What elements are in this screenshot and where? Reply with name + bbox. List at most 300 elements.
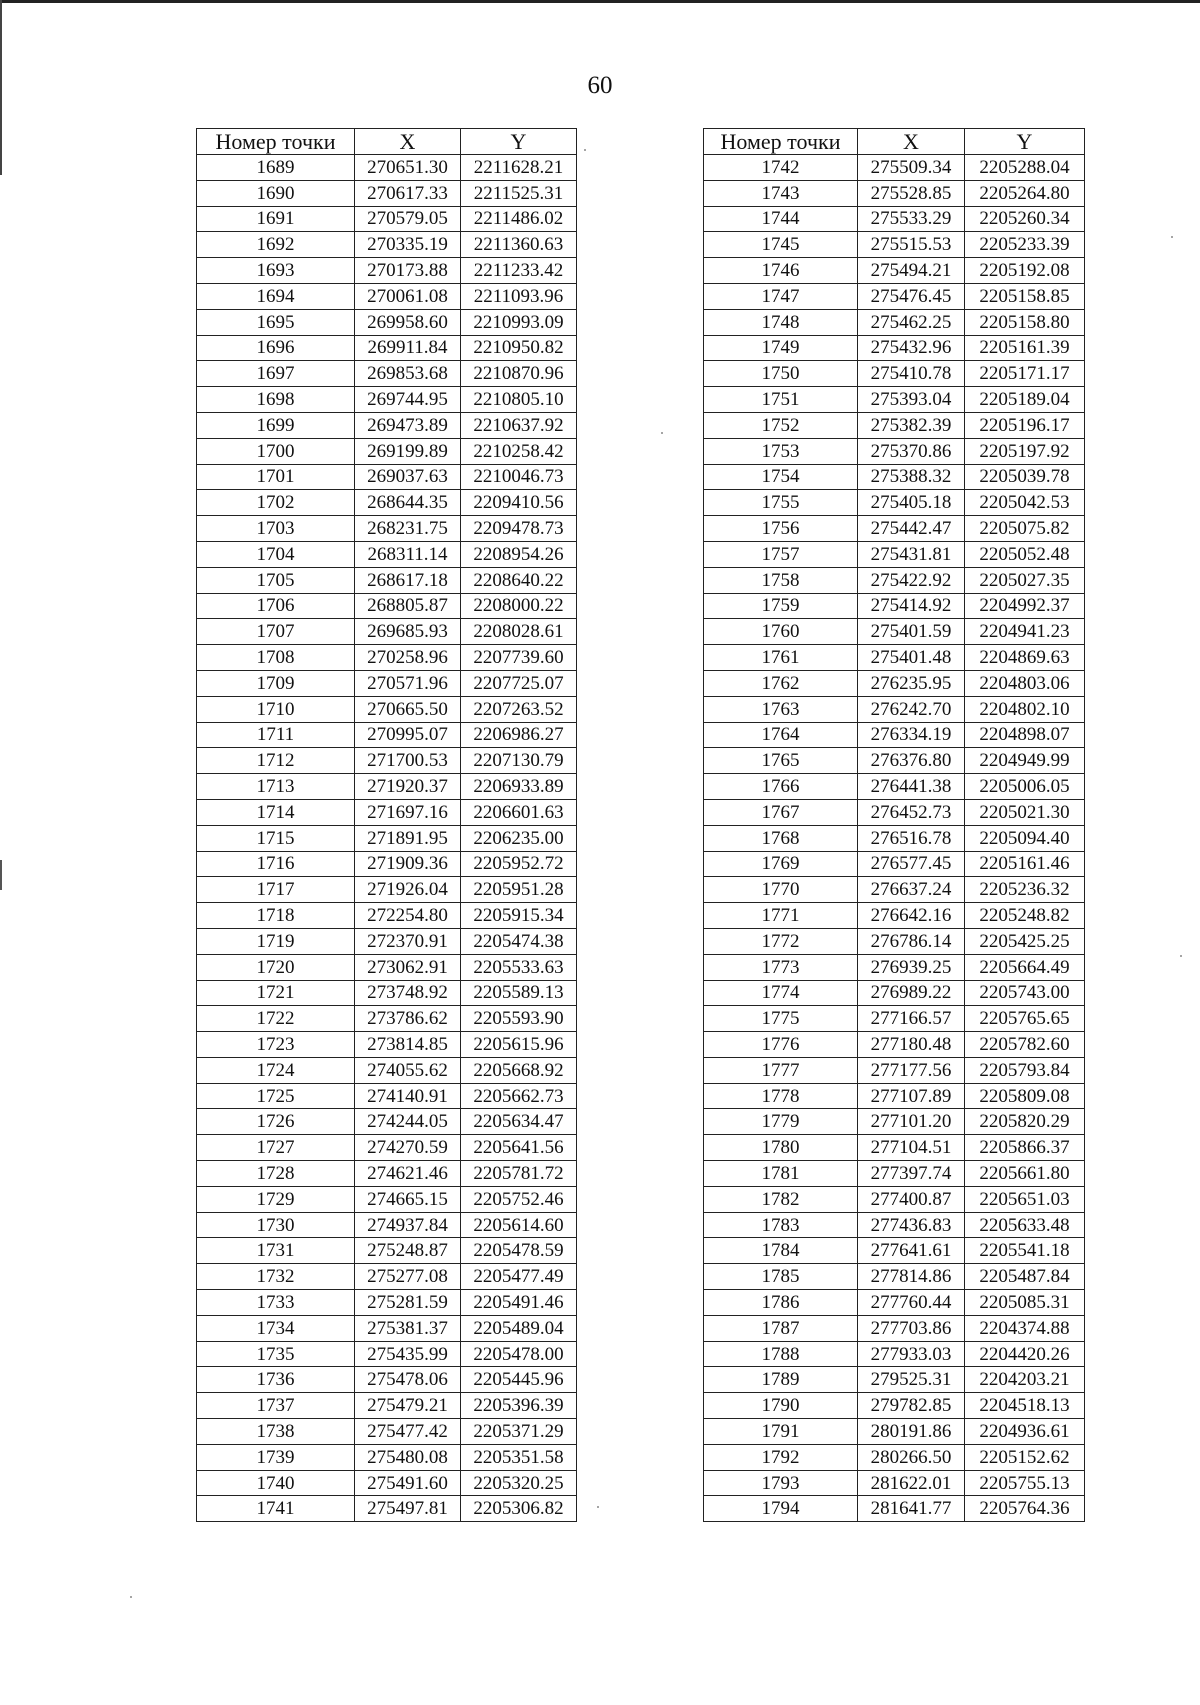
point-number-cell: 1753: [704, 438, 858, 464]
table-row: [197, 206, 577, 232]
table-row: [704, 516, 1085, 542]
y-coordinate-cell: 2205474.38: [461, 928, 577, 954]
y-coordinate-cell: 2205764.36: [965, 1496, 1085, 1522]
point-number-cell: 1756: [704, 516, 858, 542]
point-number-cell: 1740: [197, 1470, 355, 1496]
x-coordinate-cell: 275476.45: [858, 283, 965, 309]
y-coordinate-cell: 2207725.07: [461, 670, 577, 696]
y-coordinate-cell: 2205634.47: [461, 1109, 577, 1135]
y-coordinate-cell: 2205094.40: [965, 825, 1085, 851]
point-number-cell: 1776: [704, 1032, 858, 1058]
point-number-cell: 1783: [704, 1212, 858, 1238]
x-coordinate-cell: 275381.37: [355, 1315, 461, 1341]
x-coordinate-cell: 270335.19: [355, 232, 461, 258]
x-coordinate-cell: 275462.25: [858, 309, 965, 335]
point-number-cell: 1759: [704, 593, 858, 619]
x-coordinate-cell: 276637.24: [858, 877, 965, 903]
x-coordinate-cell: 275405.18: [858, 490, 965, 516]
x-coordinate-cell: 277166.57: [858, 1006, 965, 1032]
table-row: [197, 258, 577, 284]
point-number-cell: 1750: [704, 361, 858, 387]
y-coordinate-cell: 2205161.39: [965, 335, 1085, 361]
table-row: [704, 645, 1085, 671]
x-coordinate-cell: 269473.89: [355, 412, 461, 438]
table-row: [197, 670, 577, 696]
point-number-cell: 1770: [704, 877, 858, 903]
point-number-cell: 1717: [197, 877, 355, 903]
scan-speck: [130, 1596, 132, 1598]
y-coordinate-cell: 2204518.13: [965, 1393, 1085, 1419]
x-coordinate-cell: 271891.95: [355, 825, 461, 851]
y-coordinate-cell: 2205371.29: [461, 1419, 577, 1445]
y-coordinate-cell: 2205192.08: [965, 258, 1085, 284]
point-number-cell: 1712: [197, 748, 355, 774]
y-coordinate-cell: 2205489.04: [461, 1315, 577, 1341]
table-row: [704, 1290, 1085, 1316]
point-number-cell: 1716: [197, 851, 355, 877]
table-row: [197, 954, 577, 980]
y-coordinate-cell: 2204203.21: [965, 1367, 1085, 1393]
y-coordinate-cell: 2206986.27: [461, 722, 577, 748]
point-number-cell: 1692: [197, 232, 355, 258]
table-row: [197, 1186, 577, 1212]
y-coordinate-cell: 2205661.80: [965, 1161, 1085, 1187]
y-coordinate-cell: 2210870.96: [461, 361, 577, 387]
x-coordinate-cell: 275480.08: [355, 1444, 461, 1470]
point-number-cell: 1698: [197, 387, 355, 413]
table-row: [704, 903, 1085, 929]
point-number-cell: 1778: [704, 1083, 858, 1109]
x-coordinate-cell: 270617.33: [355, 180, 461, 206]
x-coordinate-cell: 276516.78: [858, 825, 965, 851]
point-number-cell: 1745: [704, 232, 858, 258]
table-row: [704, 1496, 1085, 1522]
column-header-point-number: Номер точки: [704, 129, 858, 155]
y-coordinate-cell: 2205662.73: [461, 1083, 577, 1109]
point-number-cell: 1784: [704, 1238, 858, 1264]
x-coordinate-cell: 275515.53: [858, 232, 965, 258]
x-coordinate-cell: 276577.45: [858, 851, 965, 877]
point-number-cell: 1714: [197, 799, 355, 825]
point-number-cell: 1701: [197, 464, 355, 490]
x-coordinate-cell: 271909.36: [355, 851, 461, 877]
y-coordinate-cell: 2205171.17: [965, 361, 1085, 387]
x-coordinate-cell: 275497.81: [355, 1496, 461, 1522]
y-coordinate-cell: 2204936.61: [965, 1419, 1085, 1445]
table-row: [197, 361, 577, 387]
point-number-cell: 1777: [704, 1057, 858, 1083]
point-number-cell: 1768: [704, 825, 858, 851]
table-row: [197, 928, 577, 954]
point-number-cell: 1775: [704, 1006, 858, 1032]
point-number-cell: 1697: [197, 361, 355, 387]
point-number-cell: 1794: [704, 1496, 858, 1522]
y-coordinate-cell: 2205351.58: [461, 1444, 577, 1470]
x-coordinate-cell: 277397.74: [858, 1161, 965, 1187]
point-number-cell: 1744: [704, 206, 858, 232]
x-coordinate-cell: 275533.29: [858, 206, 965, 232]
x-coordinate-cell: 281641.77: [858, 1496, 965, 1522]
point-number-cell: 1733: [197, 1290, 355, 1316]
y-coordinate-cell: 2205752.46: [461, 1186, 577, 1212]
table-row: [704, 748, 1085, 774]
x-coordinate-cell: 277107.89: [858, 1083, 965, 1109]
x-coordinate-cell: 268805.87: [355, 593, 461, 619]
y-coordinate-cell: 2205260.34: [965, 206, 1085, 232]
table-row: [704, 283, 1085, 309]
x-coordinate-cell: 271920.37: [355, 774, 461, 800]
point-number-cell: 1779: [704, 1109, 858, 1135]
table-row: [197, 1057, 577, 1083]
x-coordinate-cell: 277436.83: [858, 1212, 965, 1238]
point-number-cell: 1719: [197, 928, 355, 954]
point-number-cell: 1743: [704, 180, 858, 206]
y-coordinate-cell: 2210046.73: [461, 464, 577, 490]
point-number-cell: 1706: [197, 593, 355, 619]
table-row: [704, 567, 1085, 593]
table-row: [197, 309, 577, 335]
y-coordinate-cell: 2208640.22: [461, 567, 577, 593]
y-coordinate-cell: 2205197.92: [965, 438, 1085, 464]
table-row: [197, 155, 577, 181]
point-number-cell: 1787: [704, 1315, 858, 1341]
y-coordinate-cell: 2208000.22: [461, 593, 577, 619]
y-coordinate-cell: 2205589.13: [461, 980, 577, 1006]
point-number-cell: 1707: [197, 619, 355, 645]
table-row: [704, 1341, 1085, 1367]
x-coordinate-cell: 270995.07: [355, 722, 461, 748]
table-row: [704, 1367, 1085, 1393]
point-number-cell: 1702: [197, 490, 355, 516]
x-coordinate-cell: 281622.01: [858, 1470, 965, 1496]
x-coordinate-cell: 274665.15: [355, 1186, 461, 1212]
y-coordinate-cell: 2205541.18: [965, 1238, 1085, 1264]
x-coordinate-cell: 275414.92: [858, 593, 965, 619]
point-number-cell: 1782: [704, 1186, 858, 1212]
point-number-cell: 1699: [197, 412, 355, 438]
x-coordinate-cell: 268231.75: [355, 516, 461, 542]
y-coordinate-cell: 2210637.92: [461, 412, 577, 438]
x-coordinate-cell: 269744.95: [355, 387, 461, 413]
y-coordinate-cell: 2205042.53: [965, 490, 1085, 516]
table-row: [704, 799, 1085, 825]
point-number-cell: 1724: [197, 1057, 355, 1083]
point-number-cell: 1786: [704, 1290, 858, 1316]
point-number-cell: 1742: [704, 155, 858, 181]
point-number-cell: 1764: [704, 722, 858, 748]
table-row: [197, 232, 577, 258]
point-number-cell: 1736: [197, 1367, 355, 1393]
x-coordinate-cell: 275432.96: [858, 335, 965, 361]
coordinates-table-right: [703, 128, 1085, 1522]
y-coordinate-cell: 2205866.37: [965, 1135, 1085, 1161]
point-number-cell: 1732: [197, 1264, 355, 1290]
y-coordinate-cell: 2205782.60: [965, 1032, 1085, 1058]
table-row: [704, 464, 1085, 490]
y-coordinate-cell: 2206601.63: [461, 799, 577, 825]
x-coordinate-cell: 275478.06: [355, 1367, 461, 1393]
point-number-cell: 1757: [704, 541, 858, 567]
point-number-cell: 1703: [197, 516, 355, 542]
table-row: [197, 1238, 577, 1264]
x-coordinate-cell: 275401.48: [858, 645, 965, 671]
y-coordinate-cell: 2209410.56: [461, 490, 577, 516]
x-coordinate-cell: 277104.51: [858, 1135, 965, 1161]
table-row: [704, 670, 1085, 696]
table-row: [704, 258, 1085, 284]
point-number-cell: 1780: [704, 1135, 858, 1161]
y-coordinate-cell: 2204898.07: [965, 722, 1085, 748]
table-row: [704, 438, 1085, 464]
y-coordinate-cell: 2207739.60: [461, 645, 577, 671]
table-row: [704, 1444, 1085, 1470]
table-row: [704, 1393, 1085, 1419]
table-row: [704, 1032, 1085, 1058]
y-coordinate-cell: 2205052.48: [965, 541, 1085, 567]
x-coordinate-cell: 276242.70: [858, 696, 965, 722]
table-row: [197, 1393, 577, 1419]
y-coordinate-cell: 2205478.00: [461, 1341, 577, 1367]
scan-speck: [661, 432, 663, 434]
table-row: [704, 1006, 1085, 1032]
table-row: [704, 1419, 1085, 1445]
y-coordinate-cell: 2204802.10: [965, 696, 1085, 722]
x-coordinate-cell: 269958.60: [355, 309, 461, 335]
table-row: [197, 722, 577, 748]
x-coordinate-cell: 268311.14: [355, 541, 461, 567]
x-coordinate-cell: 269911.84: [355, 335, 461, 361]
point-number-cell: 1725: [197, 1083, 355, 1109]
table-row: [704, 1057, 1085, 1083]
table-row: [197, 980, 577, 1006]
point-number-cell: 1711: [197, 722, 355, 748]
table-row: [704, 1186, 1085, 1212]
y-coordinate-cell: 2211093.96: [461, 283, 577, 309]
y-coordinate-cell: 2209478.73: [461, 516, 577, 542]
x-coordinate-cell: 275277.08: [355, 1264, 461, 1290]
table-row: [197, 490, 577, 516]
y-coordinate-cell: 2205006.05: [965, 774, 1085, 800]
x-coordinate-cell: 270258.96: [355, 645, 461, 671]
point-number-cell: 1690: [197, 180, 355, 206]
table-row: [197, 1109, 577, 1135]
table-row: [197, 1444, 577, 1470]
x-coordinate-cell: 275528.85: [858, 180, 965, 206]
point-number-cell: 1693: [197, 258, 355, 284]
table-row: [197, 283, 577, 309]
x-coordinate-cell: 277641.61: [858, 1238, 965, 1264]
y-coordinate-cell: 2205755.13: [965, 1470, 1085, 1496]
table-row: [197, 464, 577, 490]
point-number-cell: 1737: [197, 1393, 355, 1419]
point-number-cell: 1755: [704, 490, 858, 516]
y-coordinate-cell: 2208028.61: [461, 619, 577, 645]
point-number-cell: 1774: [704, 980, 858, 1006]
x-coordinate-cell: 275477.42: [355, 1419, 461, 1445]
point-number-cell: 1715: [197, 825, 355, 851]
table-row: [197, 1341, 577, 1367]
point-number-cell: 1731: [197, 1238, 355, 1264]
y-coordinate-cell: 2205021.30: [965, 799, 1085, 825]
x-coordinate-cell: 275281.59: [355, 1290, 461, 1316]
table-row: [197, 541, 577, 567]
y-coordinate-cell: 2204869.63: [965, 645, 1085, 671]
x-coordinate-cell: 272254.80: [355, 903, 461, 929]
y-coordinate-cell: 2211360.63: [461, 232, 577, 258]
x-coordinate-cell: 270571.96: [355, 670, 461, 696]
table-row: [704, 206, 1085, 232]
y-coordinate-cell: 2204992.37: [965, 593, 1085, 619]
x-coordinate-cell: 270579.05: [355, 206, 461, 232]
point-number-cell: 1769: [704, 851, 858, 877]
point-number-cell: 1739: [197, 1444, 355, 1470]
point-number-cell: 1762: [704, 670, 858, 696]
y-coordinate-cell: 2205651.03: [965, 1186, 1085, 1212]
table-row: [197, 1032, 577, 1058]
x-coordinate-cell: 273786.62: [355, 1006, 461, 1032]
table-row: [704, 232, 1085, 258]
point-number-cell: 1781: [704, 1161, 858, 1187]
point-number-cell: 1727: [197, 1135, 355, 1161]
table-row: [197, 748, 577, 774]
y-coordinate-cell: 2204420.26: [965, 1341, 1085, 1367]
table-row: [704, 774, 1085, 800]
table-row: [197, 1212, 577, 1238]
y-coordinate-cell: 2207263.52: [461, 696, 577, 722]
column-header-x: X: [355, 129, 461, 155]
x-coordinate-cell: 271697.16: [355, 799, 461, 825]
x-coordinate-cell: 269853.68: [355, 361, 461, 387]
table-row: [704, 309, 1085, 335]
x-coordinate-cell: 274621.46: [355, 1161, 461, 1187]
y-coordinate-cell: 2205320.25: [461, 1470, 577, 1496]
table-row: [197, 412, 577, 438]
x-coordinate-cell: 275248.87: [355, 1238, 461, 1264]
table-row: [197, 593, 577, 619]
y-coordinate-cell: 2205288.04: [965, 155, 1085, 181]
y-coordinate-cell: 2205396.39: [461, 1393, 577, 1419]
table-row: [704, 490, 1085, 516]
y-coordinate-cell: 2210993.09: [461, 309, 577, 335]
x-coordinate-cell: 275388.32: [858, 464, 965, 490]
y-coordinate-cell: 2204803.06: [965, 670, 1085, 696]
x-coordinate-cell: 269037.63: [355, 464, 461, 490]
table-row: [704, 1470, 1085, 1496]
y-coordinate-cell: 2211233.42: [461, 258, 577, 284]
point-number-cell: 1738: [197, 1419, 355, 1445]
y-coordinate-cell: 2205491.46: [461, 1290, 577, 1316]
y-coordinate-cell: 2205743.00: [965, 980, 1085, 1006]
y-coordinate-cell: 2205533.63: [461, 954, 577, 980]
y-coordinate-cell: 2204374.88: [965, 1315, 1085, 1341]
point-number-cell: 1722: [197, 1006, 355, 1032]
x-coordinate-cell: 275509.34: [858, 155, 965, 181]
x-coordinate-cell: 275382.39: [858, 412, 965, 438]
table-row: [704, 1083, 1085, 1109]
point-number-cell: 1708: [197, 645, 355, 671]
point-number-cell: 1788: [704, 1341, 858, 1367]
top-border-line: [0, 0, 1200, 3]
y-coordinate-cell: 2205306.82: [461, 1496, 577, 1522]
x-coordinate-cell: 271926.04: [355, 877, 461, 903]
table-row: [704, 877, 1085, 903]
y-coordinate-cell: 2205809.08: [965, 1083, 1085, 1109]
y-coordinate-cell: 2205781.72: [461, 1161, 577, 1187]
table-row: [197, 1496, 577, 1522]
y-coordinate-cell: 2205477.49: [461, 1264, 577, 1290]
table-row: [704, 155, 1085, 181]
x-coordinate-cell: 277933.03: [858, 1341, 965, 1367]
y-coordinate-cell: 2205487.84: [965, 1264, 1085, 1290]
table-row: [704, 619, 1085, 645]
point-number-cell: 1710: [197, 696, 355, 722]
x-coordinate-cell: 276939.25: [858, 954, 965, 980]
scan-speck: [1180, 955, 1182, 957]
x-coordinate-cell: 270665.50: [355, 696, 461, 722]
y-coordinate-cell: 2205445.96: [461, 1367, 577, 1393]
y-coordinate-cell: 2205027.35: [965, 567, 1085, 593]
table-row: [704, 1212, 1085, 1238]
table-row: [197, 851, 577, 877]
table-row: [197, 774, 577, 800]
y-coordinate-cell: 2210950.82: [461, 335, 577, 361]
point-number-cell: 1705: [197, 567, 355, 593]
x-coordinate-cell: 271700.53: [355, 748, 461, 774]
x-coordinate-cell: 276786.14: [858, 928, 965, 954]
table-row: [197, 696, 577, 722]
point-number-cell: 1713: [197, 774, 355, 800]
y-coordinate-cell: 2205820.29: [965, 1109, 1085, 1135]
point-number-cell: 1726: [197, 1109, 355, 1135]
x-coordinate-cell: 279525.31: [858, 1367, 965, 1393]
x-coordinate-cell: 276376.80: [858, 748, 965, 774]
y-coordinate-cell: 2205425.25: [965, 928, 1085, 954]
x-coordinate-cell: 268644.35: [355, 490, 461, 516]
y-coordinate-cell: 2211628.21: [461, 155, 577, 181]
point-number-cell: 1735: [197, 1341, 355, 1367]
x-coordinate-cell: 275431.81: [858, 541, 965, 567]
left-margin-mark: [0, 860, 2, 890]
y-coordinate-cell: 2205075.82: [965, 516, 1085, 542]
table-row: [197, 567, 577, 593]
y-coordinate-cell: 2206933.89: [461, 774, 577, 800]
x-coordinate-cell: 270061.08: [355, 283, 461, 309]
x-coordinate-cell: 277400.87: [858, 1186, 965, 1212]
point-number-cell: 1754: [704, 464, 858, 490]
table-row: [197, 1006, 577, 1032]
coordinates-table-left: [196, 128, 577, 1522]
table-row: [197, 903, 577, 929]
point-number-cell: 1785: [704, 1264, 858, 1290]
page-number: 60: [587, 72, 613, 99]
point-number-cell: 1700: [197, 438, 355, 464]
table-row: [197, 1161, 577, 1187]
point-number-cell: 1728: [197, 1161, 355, 1187]
y-coordinate-cell: 2205765.65: [965, 1006, 1085, 1032]
scan-speck: [1171, 236, 1173, 238]
point-number-cell: 1766: [704, 774, 858, 800]
x-coordinate-cell: 277180.48: [858, 1032, 965, 1058]
y-coordinate-cell: 2205233.39: [965, 232, 1085, 258]
point-number-cell: 1752: [704, 412, 858, 438]
x-coordinate-cell: 276334.19: [858, 722, 965, 748]
point-number-cell: 1696: [197, 335, 355, 361]
table-row: [704, 1264, 1085, 1290]
table-row: [704, 954, 1085, 980]
table-row: [704, 851, 1085, 877]
table-row: [704, 980, 1085, 1006]
x-coordinate-cell: 269685.93: [355, 619, 461, 645]
